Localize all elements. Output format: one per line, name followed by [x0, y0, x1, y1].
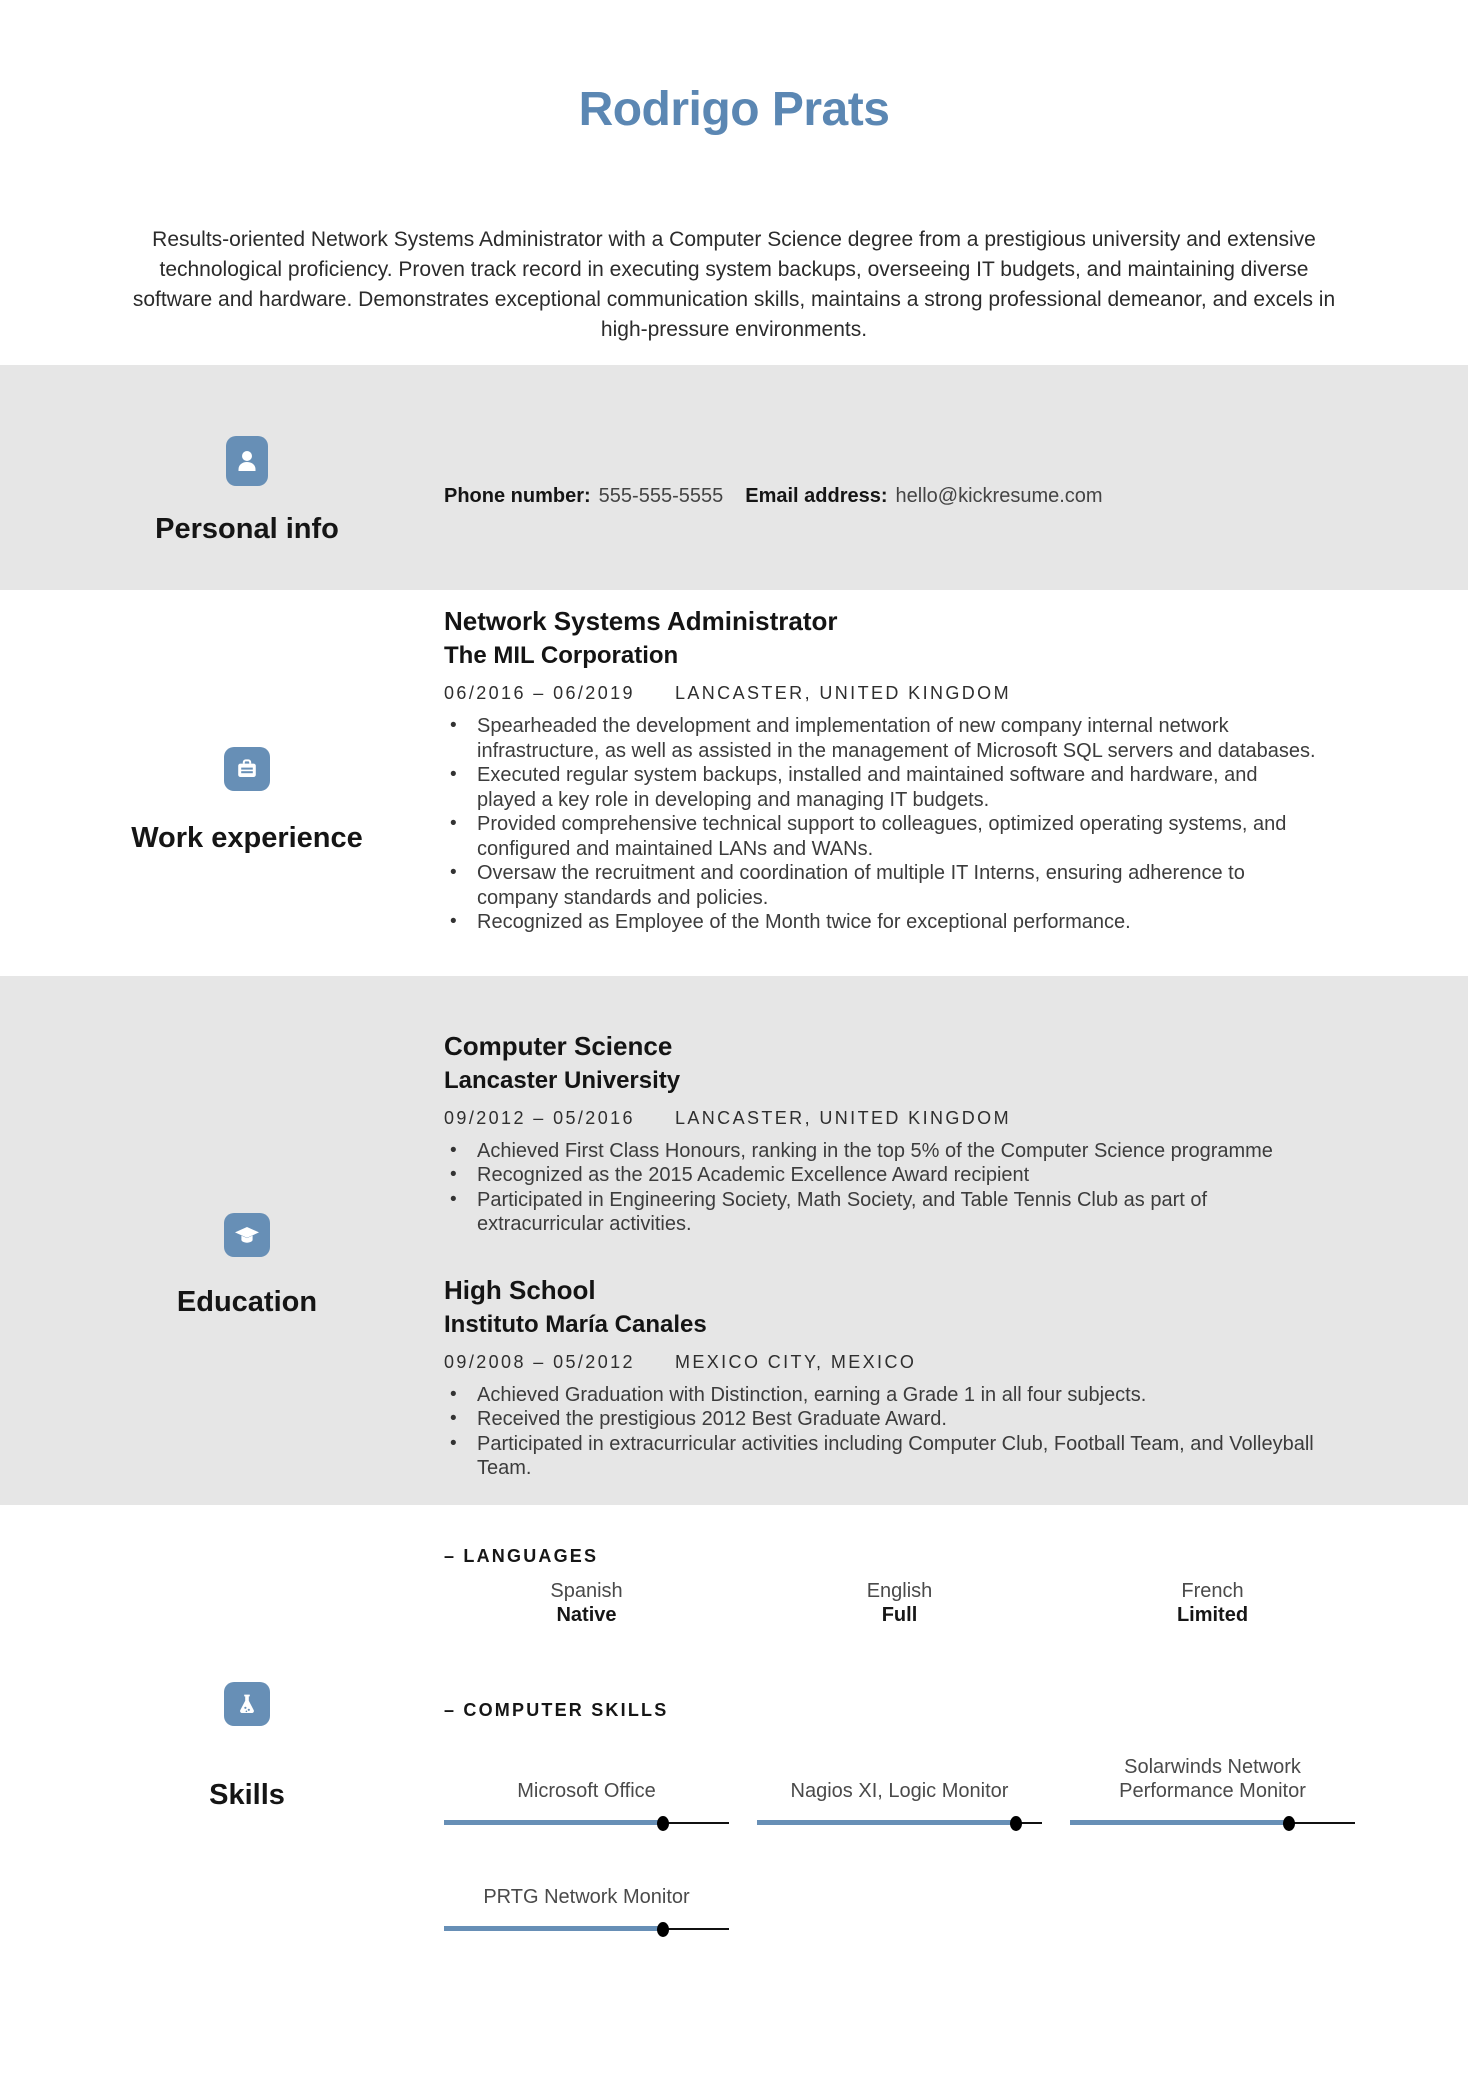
education-left-column — [0, 976, 444, 1319]
briefcase-icon — [224, 747, 270, 791]
section-label-education: Education — [176, 1285, 318, 1318]
section-skills — [0, 1505, 1468, 1997]
work-experience-left-column — [0, 590, 444, 855]
language-level: Limited — [1176, 1603, 1249, 1626]
entry-bullet: • Provided comprehensive technical support to colleagues, optimized operating systems, and configured and maintained LANs and WANs. — [477, 812, 1317, 861]
entry-dates: 09/2008 – 05/2012 — [444, 1351, 635, 1372]
slider-dot — [1283, 1816, 1295, 1831]
language-level: Native — [556, 1603, 617, 1626]
contact-field — [444, 485, 723, 507]
skill-item — [757, 1755, 1042, 1831]
work-experience-content — [444, 590, 1359, 935]
section-label-work-experience: Work experience — [131, 822, 363, 854]
entry-bullet: • Recognized as the 2015 Academic Excellence Award recipient — [477, 1163, 1317, 1188]
entry-meta — [444, 1107, 1359, 1129]
entry-bullet: • Participated in extracurricular activities including Computer Club, Football Team, and Volleyball Team. — [477, 1432, 1317, 1481]
section-label-skills: Skills — [209, 1778, 285, 1811]
skill-item — [1070, 1755, 1355, 1831]
skill-name: PRTG Network Monitor — [483, 1885, 690, 1908]
skills-left-column — [0, 1505, 444, 1812]
skill-item — [444, 1755, 729, 1831]
section-education — [0, 976, 1468, 1505]
resume-entry — [444, 606, 1359, 935]
skill-level-slider — [444, 1815, 729, 1831]
entry-bullet: • Recognized as Employee of the Month twice for exceptional performance. — [477, 910, 1317, 935]
personal-info-content — [444, 365, 1359, 509]
flask-icon — [224, 1682, 270, 1726]
entry-organization: Lancaster University — [444, 1066, 681, 1094]
entry-bullet: • Spearheaded the development and implementation of new company internal network infrastructure, as well as assisted in the management of Microsoft SQL servers and databases. — [477, 714, 1317, 763]
language-item — [757, 1579, 1042, 1627]
entry-dates: 09/2012 – 05/2016 — [444, 1107, 635, 1128]
page-title: Rodrigo Prats — [578, 83, 890, 136]
section-work-experience — [0, 590, 1468, 976]
section-label-personal-info: Personal info — [155, 513, 339, 545]
computer-skills-grid — [444, 1755, 1359, 1937]
language-name: French — [1181, 1579, 1244, 1602]
resume-entry — [444, 1031, 1359, 1237]
entry-location: MEXICO CITY, MEXICO — [674, 1351, 917, 1372]
slider-dot — [1010, 1816, 1022, 1831]
language-item — [444, 1579, 729, 1627]
skill-name: Solarwinds Network Performance Monitor — [1119, 1755, 1306, 1802]
user-icon — [226, 436, 268, 486]
language-level: Full — [881, 1603, 918, 1626]
skill-level-slider — [444, 1921, 729, 1937]
entry-title: Computer Science — [444, 1030, 673, 1061]
skills-content — [444, 1505, 1359, 1937]
entry-bullet: • Oversaw the recruitment and coordination of multiple IT Interns, ensuring adherence to company standards and policies. — [477, 861, 1317, 910]
entry-location: LANCASTER, UNITED KINGDOM — [674, 683, 1011, 703]
entry-bullet-list — [444, 1139, 1317, 1237]
entry-bullet: • Executed regular system backups, installed and maintained software and hardware, and played a key role in developing and managing IT budgets. — [477, 763, 1317, 812]
entry-bullet: • Participated in Engineering Society, Math Society, and Table Tennis Club as part of extracurricular activities. — [477, 1188, 1317, 1237]
contact-field-value: 555-555-5555 — [598, 485, 724, 507]
languages-heading: – LANGUAGES — [444, 1545, 599, 1566]
computer-skills-heading: – COMPUTER SKILLS — [444, 1699, 669, 1720]
skill-item — [444, 1861, 729, 1937]
slider-fill — [444, 1926, 663, 1931]
slider-fill — [757, 1820, 1016, 1825]
entry-title: Network Systems Administrator — [444, 606, 838, 636]
entry-bullet: • Received the prestigious 2012 Best Graduate Award. — [477, 1407, 1317, 1432]
contact-field-label: Phone number: — [444, 485, 591, 507]
contact-field — [745, 485, 1102, 507]
entry-bullet-list — [444, 1383, 1317, 1481]
personal-info-left-column — [0, 365, 444, 546]
entry-organization: Instituto María Canales — [444, 1310, 707, 1338]
slider-fill — [444, 1820, 663, 1825]
language-name: Spanish — [550, 1579, 623, 1602]
skill-name: Nagios XI, Logic Monitor — [790, 1779, 1009, 1802]
section-personal-info — [0, 365, 1468, 590]
entry-meta — [444, 1351, 1359, 1373]
resume-entry — [444, 1275, 1359, 1481]
graduation-cap-icon — [224, 1213, 270, 1257]
entry-organization: The MIL Corporation — [444, 642, 679, 669]
skill-level-slider — [1070, 1815, 1355, 1831]
entry-bullet: • Achieved First Class Honours, ranking in the top 5% of the Computer Science programme — [477, 1139, 1317, 1164]
languages-grid — [444, 1579, 1359, 1627]
summary-text: Results-oriented Network Systems Administrator with a Computer Science degree from a prestigious university and extensive technological proficiency. Proven track record in executing system backups, overseeing IT budgets, and maintaining diverse software and hardware. Demonstrates exceptional communication skills, maintains a strong professional demeanor, and excels in high-pressure environments. — [132, 228, 1336, 341]
language-name: English — [866, 1579, 933, 1602]
entry-bullet: • Achieved Graduation with Distinction, earning a Grade 1 in all four subjects. — [477, 1383, 1317, 1408]
slider-fill — [1070, 1820, 1289, 1825]
contact-line — [444, 483, 1359, 509]
language-item — [1070, 1579, 1355, 1627]
skill-level-slider — [757, 1815, 1042, 1831]
entry-bullet-list — [444, 714, 1317, 935]
entry-meta — [444, 682, 1359, 704]
education-content — [444, 976, 1359, 1481]
entry-dates: 06/2016 – 06/2019 — [444, 683, 635, 703]
contact-field-value: hello@kickresume.com — [895, 485, 1103, 507]
skill-name: Microsoft Office — [517, 1779, 656, 1802]
slider-dot — [657, 1922, 669, 1937]
entry-title: High School — [444, 1274, 596, 1305]
slider-dot — [657, 1816, 669, 1831]
contact-field-label: Email address: — [745, 485, 888, 507]
entry-location: LANCASTER, UNITED KINGDOM — [674, 1107, 1011, 1128]
